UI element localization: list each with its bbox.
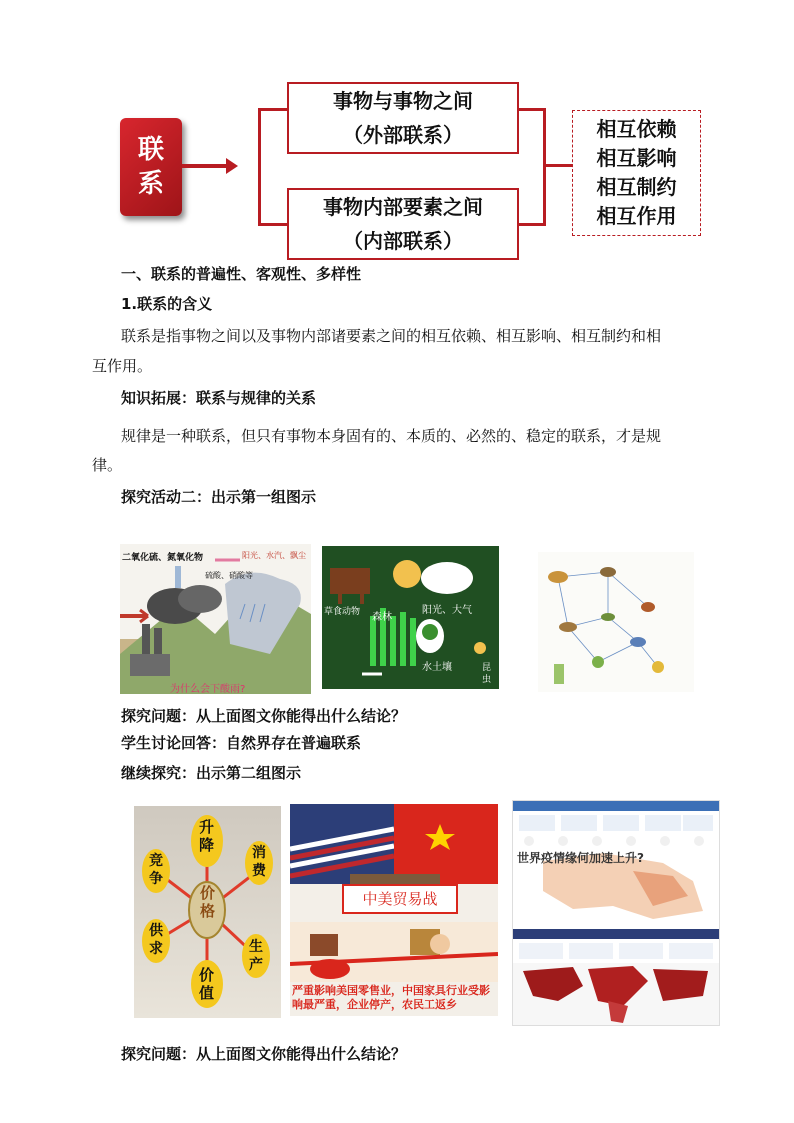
trade-war-title-box bbox=[342, 884, 458, 914]
external-link-box bbox=[287, 82, 519, 154]
acid-label-acids: 硫酸、硝酸等 bbox=[205, 571, 253, 580]
price-n: 升降 bbox=[199, 818, 215, 854]
paragraph-1-line-1: 联系是指事物之间以及事物内部诸要素之间的相互依赖、相互影响、相互制约和相 bbox=[121, 327, 662, 345]
paragraph-2-line-2: 律。 bbox=[92, 456, 123, 474]
acid-label-sun: 阳光、水汽、飘尘 bbox=[242, 551, 306, 560]
arrow-shaft bbox=[182, 164, 228, 168]
extension-title: 知识拓展：联系与规律的关系 bbox=[121, 389, 317, 407]
price-center: 价格 bbox=[200, 884, 216, 920]
right-bracket-vertical bbox=[543, 108, 546, 226]
lianxi-block bbox=[120, 118, 182, 216]
right-bracket-top bbox=[517, 108, 545, 111]
eco-label-insect: 昆虫 bbox=[482, 663, 492, 685]
eco-label-forest: 森林 bbox=[372, 612, 392, 623]
lianxi-char-1: 联 bbox=[137, 135, 164, 165]
relation-1: 相互依赖 bbox=[596, 117, 677, 141]
mutual-relations-box bbox=[572, 110, 701, 236]
question-1: 探究问题：从上面图文你能得出什么结论？ bbox=[121, 707, 407, 725]
external-link-line1: 事物与事物之间 bbox=[333, 89, 473, 113]
lianxi-char-2: 系 bbox=[137, 169, 164, 199]
trade-war-caption: 严重影响美国零售业，中国家具行业受影响最严重，企业停产，农民工返乡 bbox=[292, 984, 490, 1011]
internal-link-box bbox=[287, 188, 519, 260]
price-w: 竞争 bbox=[149, 853, 163, 887]
continue-title: 继续探究：出示第二组图示 bbox=[121, 764, 302, 782]
price-s: 价值 bbox=[199, 966, 215, 1002]
acid-caption: 为什么会下酸雨? bbox=[170, 684, 246, 694]
internal-link-line2: （内部联系） bbox=[343, 229, 463, 253]
paragraph-2-line-1: 规律是一种联系，但只有事物本身固有的、本质的、必然的、稳定的联系，才是规 bbox=[121, 427, 662, 445]
internal-link-line1: 事物内部要素之间 bbox=[323, 195, 483, 219]
relation-2: 相互影响 bbox=[596, 146, 677, 170]
price-se: 生产 bbox=[249, 939, 263, 973]
eco-label-soil: 水土壤 bbox=[422, 662, 452, 673]
food-web-illustration bbox=[538, 552, 694, 692]
epidemic-illustration bbox=[513, 801, 719, 1025]
bracket-vertical bbox=[258, 108, 261, 226]
ecosystem-illustration bbox=[322, 546, 499, 689]
answer: 学生讨论回答：自然界存在普遍联系 bbox=[121, 734, 362, 752]
bracket-top bbox=[258, 108, 288, 111]
acid-rain-image bbox=[120, 544, 311, 694]
price-e: 消费 bbox=[252, 845, 266, 879]
trade-war-title: 中美贸易战 bbox=[362, 890, 438, 908]
eco-label-sun: 阳光、大气 bbox=[422, 605, 472, 616]
relation-3: 相互制约 bbox=[596, 175, 677, 199]
trade-war-image bbox=[290, 804, 498, 1016]
heading-1: 一、联系的普遍性、客观性、多样性 bbox=[121, 265, 362, 283]
right-bracket-bottom bbox=[517, 223, 545, 226]
heading-2: 1.联系的含义 bbox=[121, 295, 213, 313]
food-web-image bbox=[538, 552, 694, 692]
acid-rain-illustration bbox=[120, 544, 311, 694]
relation-4: 相互作用 bbox=[596, 204, 677, 228]
price-factors-image bbox=[134, 806, 281, 1018]
acid-label-gases: 二氧化硫、氮氧化物 bbox=[122, 553, 204, 563]
ecosystem-image bbox=[322, 546, 499, 689]
price-sw: 供求 bbox=[149, 923, 163, 957]
external-link-line2: （外部联系） bbox=[343, 123, 463, 147]
eco-label-grazer: 草食动物 bbox=[324, 607, 361, 617]
epidemic-title: 世界疫情缘何加速上升? bbox=[517, 851, 644, 865]
paragraph-1-line-2: 互作用。 bbox=[92, 357, 153, 375]
epidemic-image bbox=[512, 800, 720, 1026]
arrow-head bbox=[226, 158, 238, 174]
question-2: 探究问题：从上面图文你能得出什么结论？ bbox=[121, 1045, 407, 1063]
activity-title: 探究活动二：出示第一组图示 bbox=[121, 488, 317, 506]
bracket-bottom bbox=[258, 223, 288, 226]
right-connector bbox=[545, 164, 573, 167]
